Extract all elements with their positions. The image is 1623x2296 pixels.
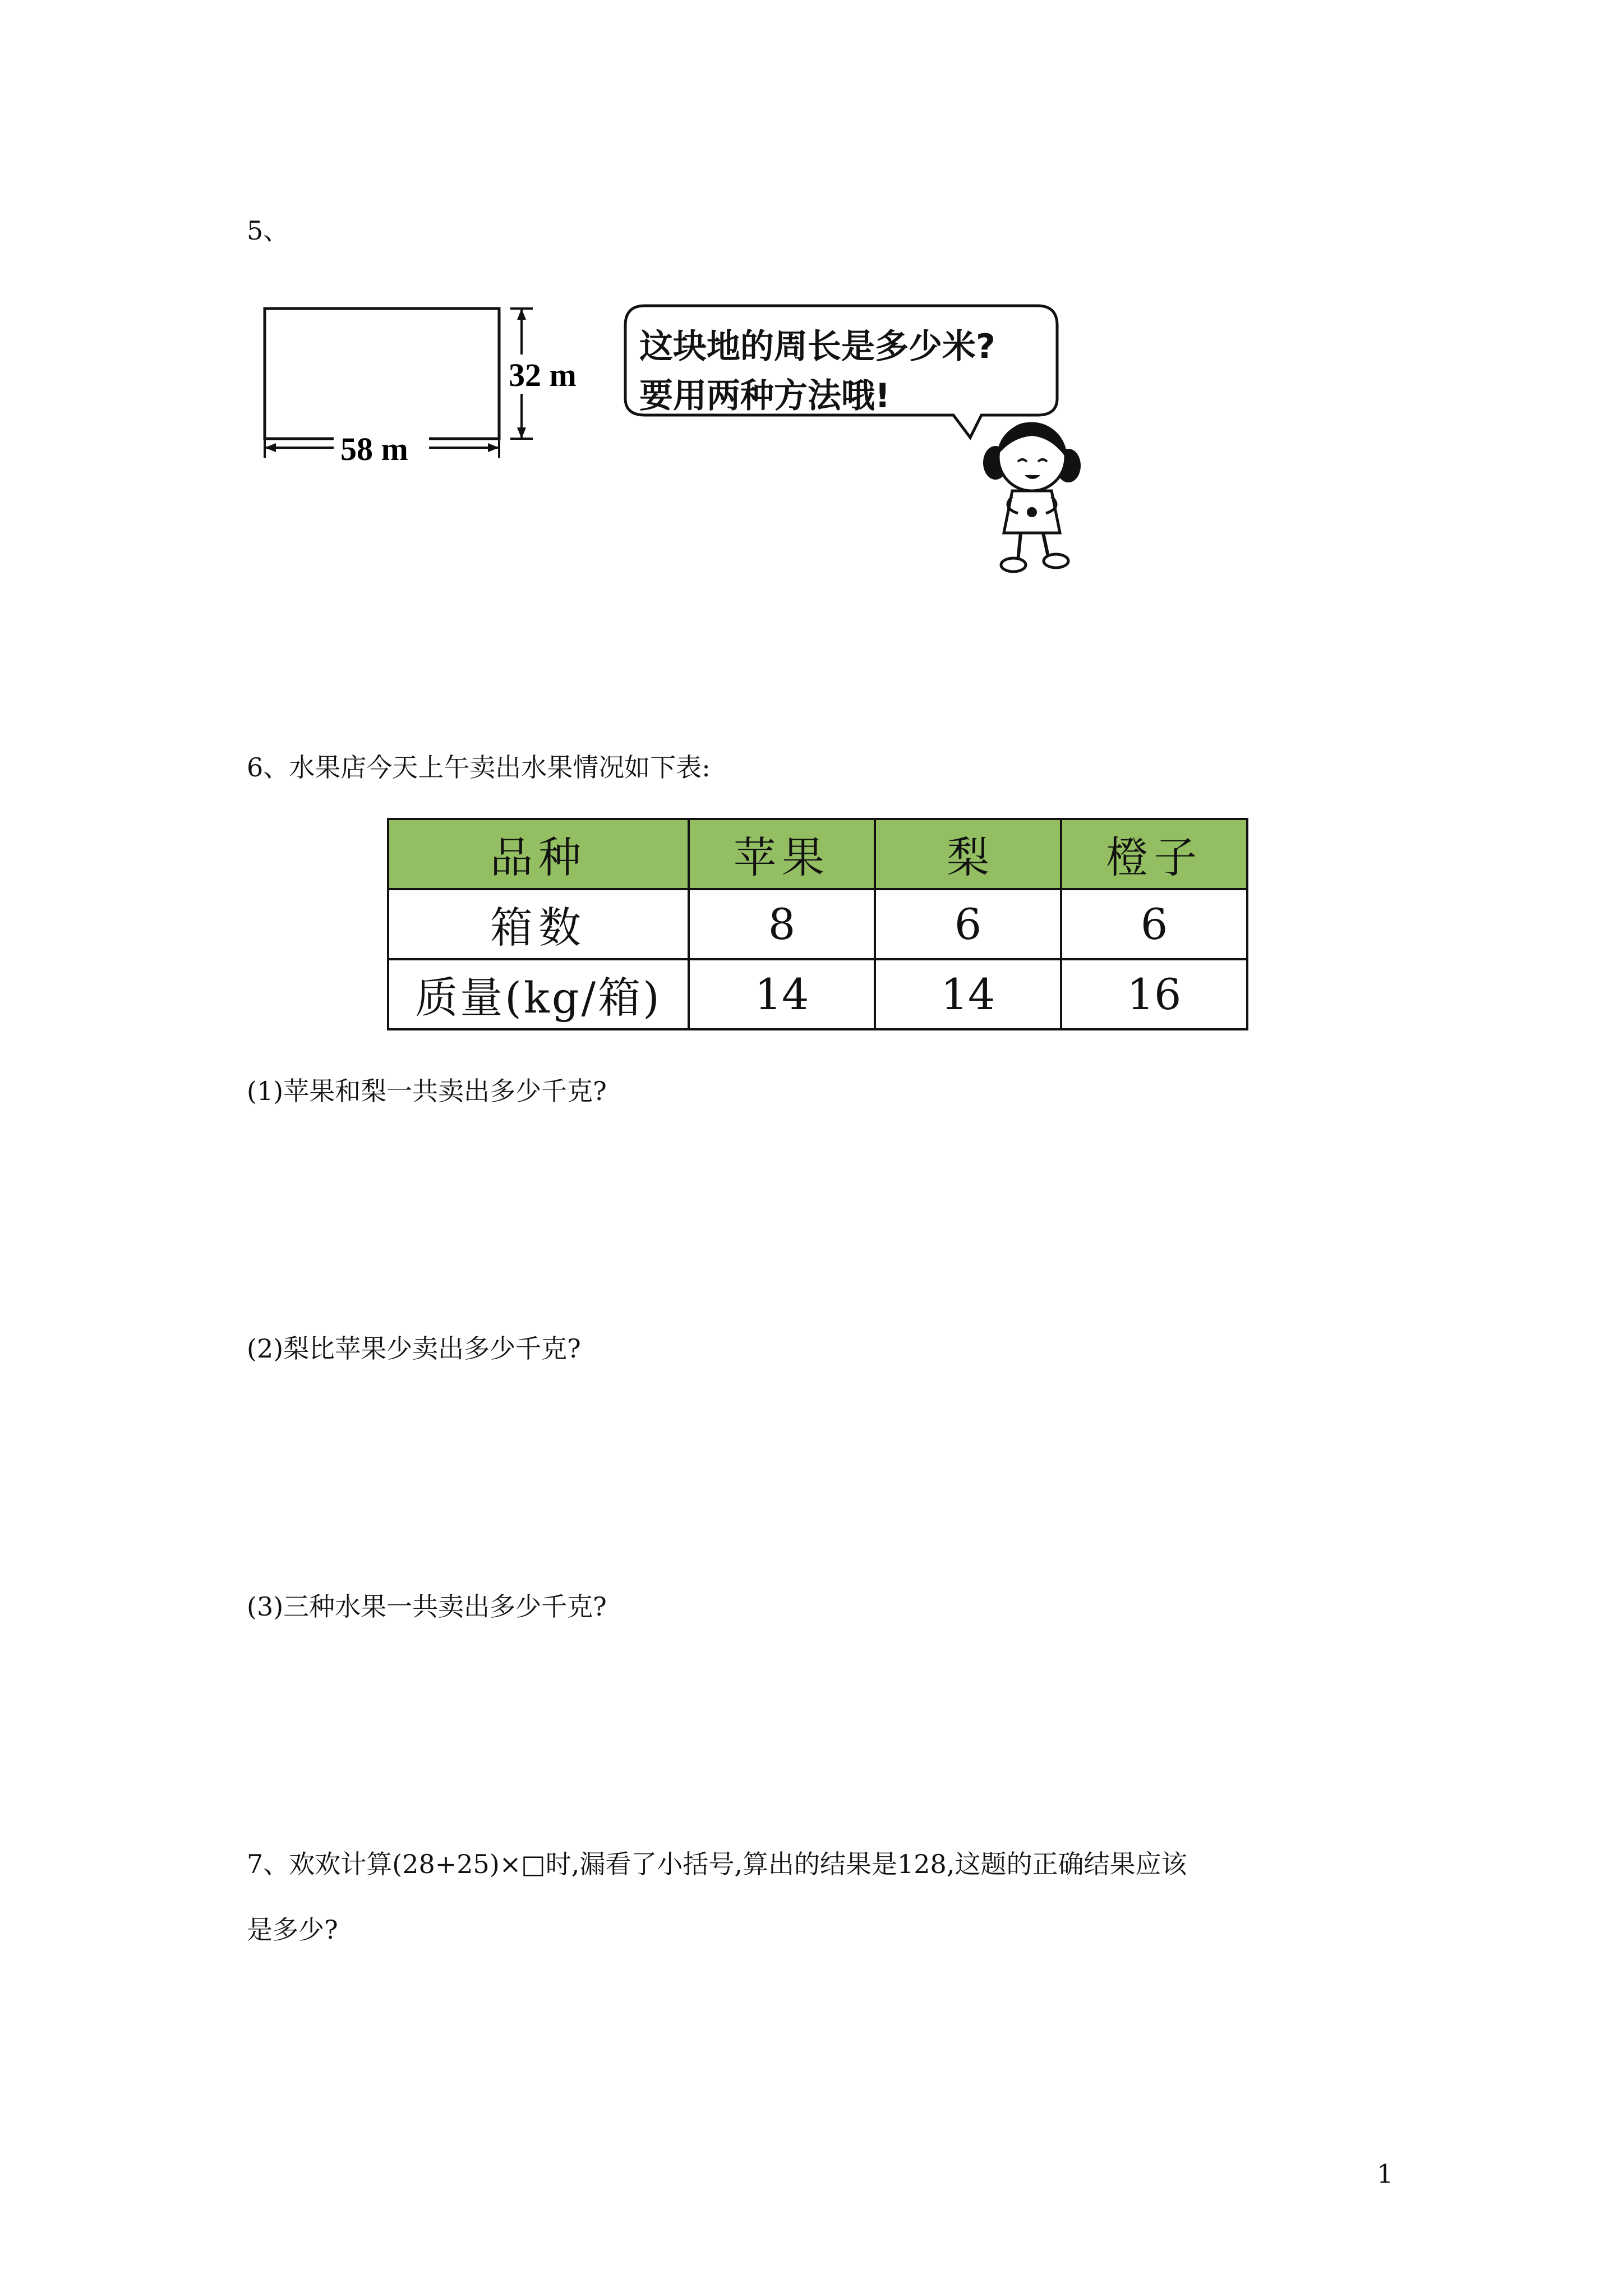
- row-label-weight: 质量(kg/箱): [388, 959, 689, 1029]
- bubble-line-2: 要用两种方法哦!: [639, 376, 891, 416]
- q6-sub-question-2: (2)梨比苹果少卖出多少千克?: [247, 1333, 581, 1364]
- q5-number: 5、: [247, 215, 289, 246]
- table-cell: 6: [875, 889, 1061, 959]
- table-cell: 6: [1061, 889, 1247, 959]
- field-rectangle: [265, 309, 499, 439]
- table-row: [388, 959, 1247, 1029]
- q6-prompt: 6、水果店今天上午卖出水果情况如下表:: [247, 752, 711, 783]
- header-cell-orange: 橙子: [1061, 819, 1247, 889]
- header-cell-variety: 品种: [388, 819, 689, 889]
- table-header-row: [388, 819, 1247, 889]
- bubble-line-1: 这块地的周长是多少米?: [639, 327, 995, 366]
- fruit-sales-table: [387, 818, 1248, 1030]
- table-cell: 8: [689, 889, 875, 959]
- header-cell-pear: 梨: [875, 819, 1061, 889]
- page-number: 1: [1377, 2159, 1394, 2189]
- header-cell-apple: 苹果: [689, 819, 875, 889]
- table-cell: 14: [875, 959, 1061, 1029]
- q7-line-2: 是多少?: [247, 1915, 338, 1945]
- q7-line-1: 7、欢欢计算(28+25)×□时,漏看了小括号,算出的结果是128,这题的正确结果应该: [247, 1849, 1187, 1879]
- height-label: 32 m: [509, 357, 577, 393]
- q6-sub-question-3: (3)三种水果一共卖出多少千克?: [247, 1591, 607, 1622]
- rectangle-figure: [255, 292, 592, 482]
- table-row: [388, 889, 1247, 959]
- width-label: 58 m: [340, 431, 408, 467]
- girl-illustration-icon: [979, 412, 1082, 581]
- row-label-boxes: 箱数: [388, 889, 689, 959]
- table-cell: 14: [689, 959, 875, 1029]
- q6-sub-question-1: (1)苹果和梨一共卖出多少千克?: [247, 1076, 607, 1106]
- table-cell: 16: [1061, 959, 1247, 1029]
